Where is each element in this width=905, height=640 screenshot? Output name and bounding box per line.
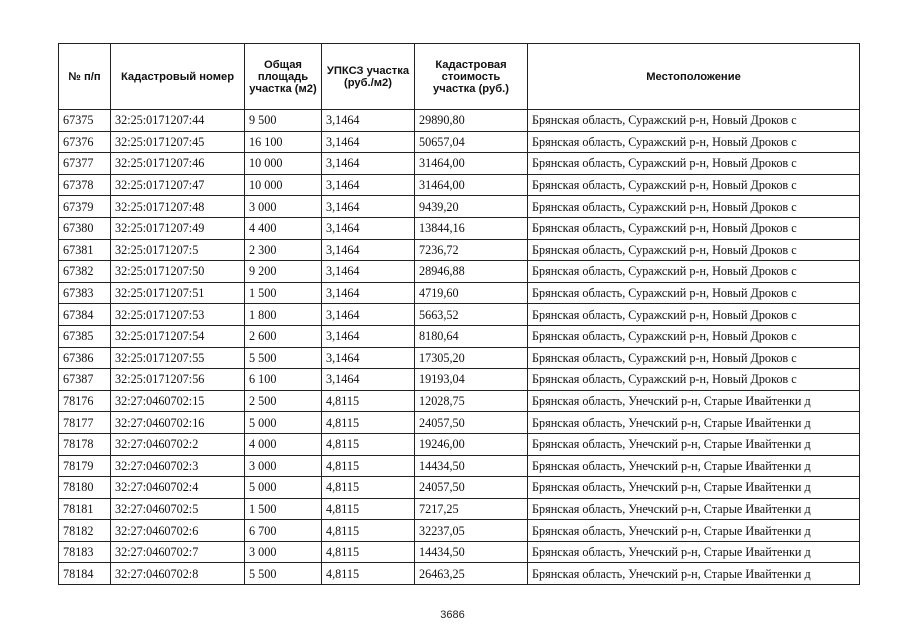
specific-value-cell: 3,1464 bbox=[322, 239, 415, 261]
table-row bbox=[59, 520, 860, 542]
row-number-cell: 78182 bbox=[59, 520, 111, 542]
header-row bbox=[59, 44, 860, 110]
table-row bbox=[59, 412, 860, 434]
table-row bbox=[59, 347, 860, 369]
cadastral-value-cell: 32237,05 bbox=[415, 520, 528, 542]
specific-value-cell: 4,8115 bbox=[322, 433, 415, 455]
row-number-cell: 78177 bbox=[59, 412, 111, 434]
cadastral-number-cell: 32:25:0171207:44 bbox=[111, 110, 245, 132]
specific-value-cell: 4,8115 bbox=[322, 520, 415, 542]
specific-value-cell: 4,8115 bbox=[322, 498, 415, 520]
row-number-cell: 67379 bbox=[59, 196, 111, 218]
cadastral-number-cell: 32:25:0171207:50 bbox=[111, 261, 245, 283]
row-number-cell: 67376 bbox=[59, 131, 111, 153]
area-cell: 4 400 bbox=[245, 217, 322, 239]
row-number-cell: 78181 bbox=[59, 498, 111, 520]
header-cadastral-value: Кадастровая стоимость участка (руб.) bbox=[415, 44, 528, 110]
cadastral-number-cell: 32:27:0460702:4 bbox=[111, 477, 245, 499]
specific-value-cell: 3,1464 bbox=[322, 347, 415, 369]
location-cell: Брянская область, Суражский р-н, Новый Дроков с bbox=[528, 347, 860, 369]
cadastral-number-cell: 32:25:0171207:5 bbox=[111, 239, 245, 261]
row-number-cell: 67380 bbox=[59, 217, 111, 239]
cadastral-value-cell: 24057,50 bbox=[415, 477, 528, 499]
specific-value-cell: 3,1464 bbox=[322, 153, 415, 175]
specific-value-cell: 4,8115 bbox=[322, 390, 415, 412]
location-cell: Брянская область, Суражский р-н, Новый Дроков с bbox=[528, 261, 860, 283]
table-row bbox=[59, 498, 860, 520]
cadastral-number-cell: 32:25:0171207:47 bbox=[111, 174, 245, 196]
location-cell: Брянская область, Унечский р-н, Старые Ивайтенки д bbox=[528, 563, 860, 585]
cadastral-number-cell: 32:27:0460702:2 bbox=[111, 433, 245, 455]
specific-value-cell: 3,1464 bbox=[322, 174, 415, 196]
table-row bbox=[59, 131, 860, 153]
area-cell: 3 000 bbox=[245, 455, 322, 477]
area-cell: 6 100 bbox=[245, 369, 322, 391]
specific-value-cell: 3,1464 bbox=[322, 369, 415, 391]
cadastral-value-cell: 19246,00 bbox=[415, 433, 528, 455]
table-row bbox=[59, 390, 860, 412]
cadastral-value-cell: 24057,50 bbox=[415, 412, 528, 434]
cadastral-number-cell: 32:25:0171207:48 bbox=[111, 196, 245, 218]
cadastral-value-cell: 4719,60 bbox=[415, 282, 528, 304]
cadastral-value-cell: 31464,00 bbox=[415, 174, 528, 196]
table-row bbox=[59, 196, 860, 218]
area-cell: 3 000 bbox=[245, 541, 322, 563]
cadastral-value-cell: 50657,04 bbox=[415, 131, 528, 153]
area-cell: 9 500 bbox=[245, 110, 322, 132]
page-number: 3686 bbox=[440, 609, 465, 621]
specific-value-cell: 3,1464 bbox=[322, 304, 415, 326]
specific-value-cell: 3,1464 bbox=[322, 261, 415, 283]
area-cell: 2 600 bbox=[245, 325, 322, 347]
cadastral-number-cell: 32:27:0460702:15 bbox=[111, 390, 245, 412]
cadastral-number-cell: 32:25:0171207:45 bbox=[111, 131, 245, 153]
row-number-cell: 67386 bbox=[59, 347, 111, 369]
cadastral-value-cell: 17305,20 bbox=[415, 347, 528, 369]
location-cell: Брянская область, Суражский р-н, Новый Дроков с bbox=[528, 131, 860, 153]
specific-value-cell: 3,1464 bbox=[322, 131, 415, 153]
area-cell: 2 300 bbox=[245, 239, 322, 261]
row-number-cell: 67382 bbox=[59, 261, 111, 283]
area-cell: 1 800 bbox=[245, 304, 322, 326]
row-number-cell: 67378 bbox=[59, 174, 111, 196]
row-number-cell: 78176 bbox=[59, 390, 111, 412]
specific-value-cell: 3,1464 bbox=[322, 282, 415, 304]
specific-value-cell: 3,1464 bbox=[322, 110, 415, 132]
area-cell: 10 000 bbox=[245, 174, 322, 196]
cadastral-number-cell: 32:25:0171207:54 bbox=[111, 325, 245, 347]
cadastral-number-cell: 32:27:0460702:8 bbox=[111, 563, 245, 585]
table-row bbox=[59, 282, 860, 304]
row-number-cell: 67385 bbox=[59, 325, 111, 347]
table-row bbox=[59, 563, 860, 585]
cadastral-value-cell: 14434,50 bbox=[415, 455, 528, 477]
cadastral-value-cell: 7217,25 bbox=[415, 498, 528, 520]
location-cell: Брянская область, Унечский р-н, Старые Ивайтенки д bbox=[528, 498, 860, 520]
location-cell: Брянская область, Унечский р-н, Старые Ивайтенки д bbox=[528, 541, 860, 563]
cadastral-number-cell: 32:25:0171207:49 bbox=[111, 217, 245, 239]
specific-value-cell: 4,8115 bbox=[322, 455, 415, 477]
location-cell: Брянская область, Унечский р-н, Старые Ивайтенки д bbox=[528, 477, 860, 499]
cadastral-number-cell: 32:27:0460702:16 bbox=[111, 412, 245, 434]
table-row bbox=[59, 304, 860, 326]
location-cell: Брянская область, Суражский р-н, Новый Дроков с bbox=[528, 196, 860, 218]
location-cell: Брянская область, Суражский р-н, Новый Дроков с bbox=[528, 110, 860, 132]
table-header bbox=[59, 44, 860, 110]
cadastral-value-cell: 9439,20 bbox=[415, 196, 528, 218]
cadastral-number-cell: 32:27:0460702:3 bbox=[111, 455, 245, 477]
location-cell: Брянская область, Суражский р-н, Новый Дроков с bbox=[528, 304, 860, 326]
table-row bbox=[59, 369, 860, 391]
row-number-cell: 67384 bbox=[59, 304, 111, 326]
cadastral-number-cell: 32:27:0460702:7 bbox=[111, 541, 245, 563]
row-number-cell: 78184 bbox=[59, 563, 111, 585]
cadastral-number-cell: 32:25:0171207:51 bbox=[111, 282, 245, 304]
area-cell: 5 000 bbox=[245, 477, 322, 499]
header-cadastral-number: Кадастровый номер bbox=[111, 44, 245, 110]
row-number-cell: 78183 bbox=[59, 541, 111, 563]
table-row bbox=[59, 239, 860, 261]
area-cell: 16 100 bbox=[245, 131, 322, 153]
cadastral-value-cell: 5663,52 bbox=[415, 304, 528, 326]
location-cell: Брянская область, Суражский р-н, Новый Дроков с bbox=[528, 239, 860, 261]
cadastral-value-cell: 28946,88 bbox=[415, 261, 528, 283]
cadastral-number-cell: 32:25:0171207:56 bbox=[111, 369, 245, 391]
area-cell: 1 500 bbox=[245, 282, 322, 304]
area-cell: 5 500 bbox=[245, 563, 322, 585]
table-row bbox=[59, 477, 860, 499]
specific-value-cell: 4,8115 bbox=[322, 541, 415, 563]
table-row bbox=[59, 110, 860, 132]
row-number-cell: 78178 bbox=[59, 433, 111, 455]
row-number-cell: 67375 bbox=[59, 110, 111, 132]
cadastral-value-cell: 7236,72 bbox=[415, 239, 528, 261]
area-cell: 6 700 bbox=[245, 520, 322, 542]
location-cell: Брянская область, Унечский р-н, Старые Ивайтенки д bbox=[528, 455, 860, 477]
header-location: Местоположение bbox=[528, 44, 860, 110]
row-number-cell: 78179 bbox=[59, 455, 111, 477]
specific-value-cell: 4,8115 bbox=[322, 563, 415, 585]
header-specific-value: УПКСЗ участка (руб./м2) bbox=[322, 44, 415, 110]
location-cell: Брянская область, Унечский р-н, Старые Ивайтенки д bbox=[528, 433, 860, 455]
area-cell: 1 500 bbox=[245, 498, 322, 520]
location-cell: Брянская область, Суражский р-н, Новый Дроков с bbox=[528, 325, 860, 347]
area-cell: 5 500 bbox=[245, 347, 322, 369]
location-cell: Брянская область, Унечский р-н, Старые Ивайтенки д bbox=[528, 520, 860, 542]
cadastral-value-cell: 14434,50 bbox=[415, 541, 528, 563]
row-number-cell: 67381 bbox=[59, 239, 111, 261]
cadastral-value-table bbox=[58, 43, 860, 585]
specific-value-cell: 4,8115 bbox=[322, 477, 415, 499]
area-cell: 9 200 bbox=[245, 261, 322, 283]
table-body bbox=[59, 110, 860, 585]
row-number-cell: 67377 bbox=[59, 153, 111, 175]
cadastral-number-cell: 32:27:0460702:6 bbox=[111, 520, 245, 542]
specific-value-cell: 3,1464 bbox=[322, 325, 415, 347]
area-cell: 5 000 bbox=[245, 412, 322, 434]
header-total-area: Общая площадь участка (м2) bbox=[245, 44, 322, 110]
table-row bbox=[59, 174, 860, 196]
location-cell: Брянская область, Унечский р-н, Старые Ивайтенки д bbox=[528, 412, 860, 434]
cadastral-value-cell: 31464,00 bbox=[415, 153, 528, 175]
specific-value-cell: 3,1464 bbox=[322, 196, 415, 218]
table-row bbox=[59, 541, 860, 563]
table-row bbox=[59, 261, 860, 283]
specific-value-cell: 3,1464 bbox=[322, 217, 415, 239]
location-cell: Брянская область, Суражский р-н, Новый Дроков с bbox=[528, 369, 860, 391]
location-cell: Брянская область, Суражский р-н, Новый Дроков с bbox=[528, 282, 860, 304]
table-row bbox=[59, 433, 860, 455]
table-row bbox=[59, 153, 860, 175]
row-number-cell: 67383 bbox=[59, 282, 111, 304]
table-row bbox=[59, 325, 860, 347]
cadastral-value-cell: 19193,04 bbox=[415, 369, 528, 391]
row-number-cell: 78180 bbox=[59, 477, 111, 499]
area-cell: 4 000 bbox=[245, 433, 322, 455]
area-cell: 3 000 bbox=[245, 196, 322, 218]
table-row bbox=[59, 217, 860, 239]
cadastral-number-cell: 32:25:0171207:53 bbox=[111, 304, 245, 326]
row-number-cell: 67387 bbox=[59, 369, 111, 391]
cadastral-value-cell: 29890,80 bbox=[415, 110, 528, 132]
specific-value-cell: 4,8115 bbox=[322, 412, 415, 434]
location-cell: Брянская область, Суражский р-н, Новый Дроков с bbox=[528, 153, 860, 175]
location-cell: Брянская область, Суражский р-н, Новый Дроков с bbox=[528, 174, 860, 196]
area-cell: 10 000 bbox=[245, 153, 322, 175]
area-cell: 2 500 bbox=[245, 390, 322, 412]
cadastral-number-cell: 32:27:0460702:5 bbox=[111, 498, 245, 520]
table-row bbox=[59, 455, 860, 477]
cadastral-value-cell: 13844,16 bbox=[415, 217, 528, 239]
location-cell: Брянская область, Унечский р-н, Старые Ивайтенки д bbox=[528, 390, 860, 412]
header-row-number: № п/п bbox=[59, 44, 111, 110]
cadastral-value-cell: 26463,25 bbox=[415, 563, 528, 585]
cadastral-number-cell: 32:25:0171207:46 bbox=[111, 153, 245, 175]
cadastral-number-cell: 32:25:0171207:55 bbox=[111, 347, 245, 369]
location-cell: Брянская область, Суражский р-н, Новый Дроков с bbox=[528, 217, 860, 239]
cadastral-value-cell: 8180,64 bbox=[415, 325, 528, 347]
cadastral-value-cell: 12028,75 bbox=[415, 390, 528, 412]
